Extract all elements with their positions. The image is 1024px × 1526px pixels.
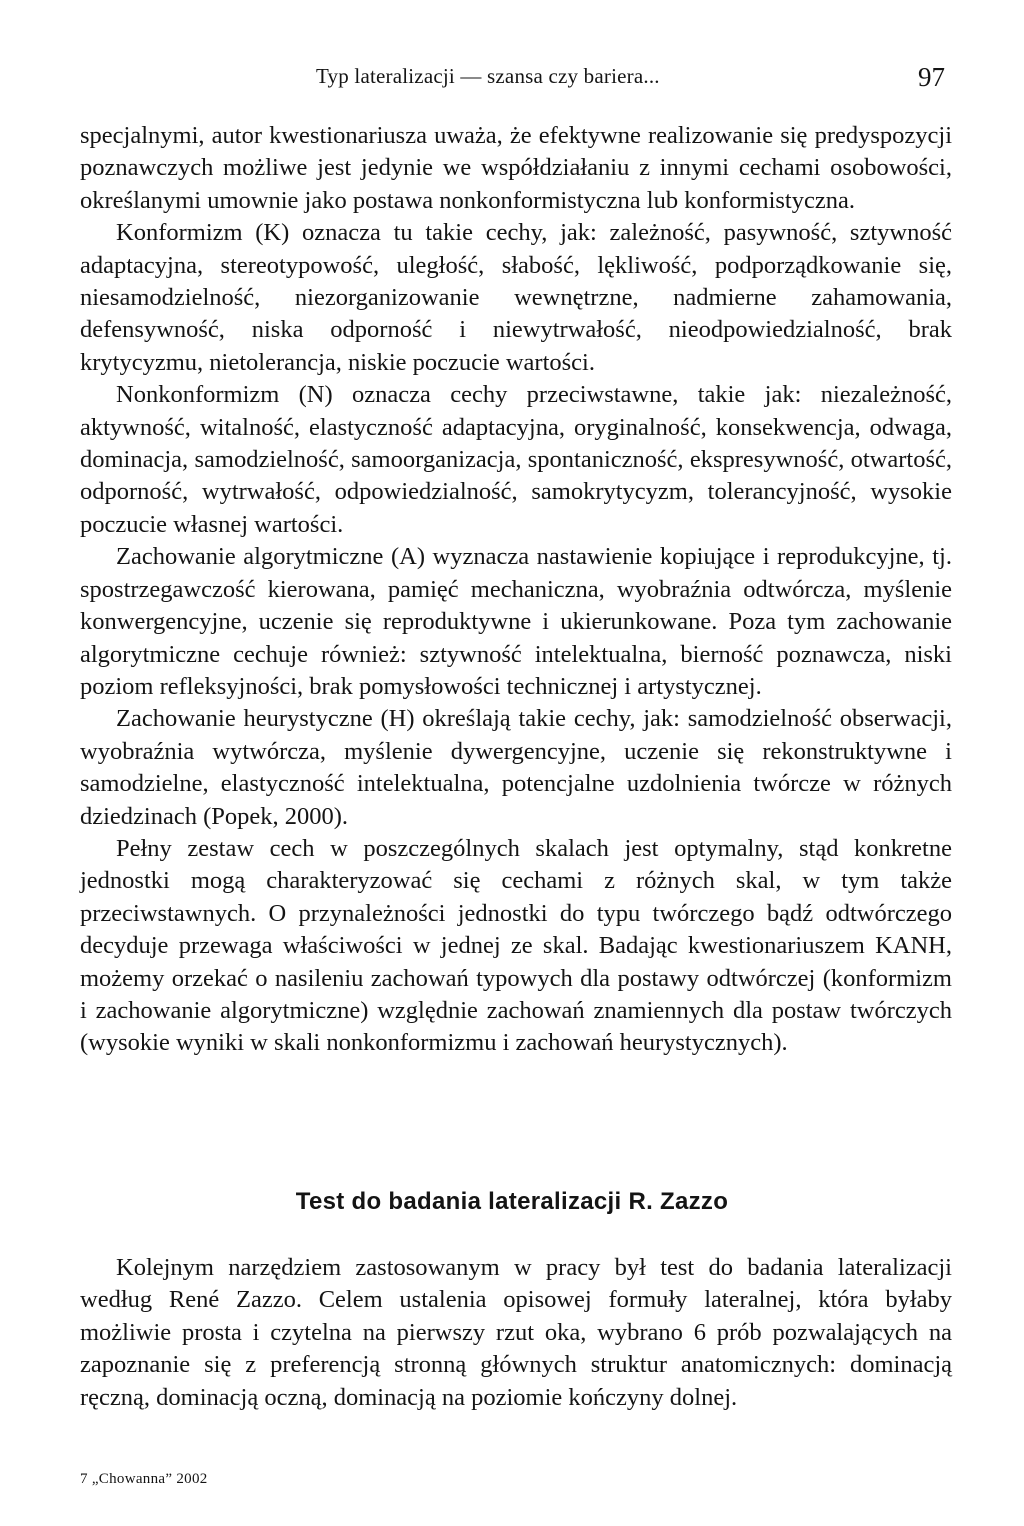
- main-text: [80, 120, 952, 1060]
- page-number: 97: [918, 62, 945, 92]
- paragraph-pelny-zestaw: Pełny zestaw cech w poszczególnych skalach jest optymalny, stąd konkretne jednostki mogą charakteryzować się cechami z różnych skal, w tym także przeciwstawnych. O przynależności jednostki do typu twórczego bądź odtwórczego decyduje przewaga właściwości w jednej ze skal. Badając kwestionariuszem KANH, możemy orzekać o nasileniu zachowań typowych dla postawy odtwórczej (konformizm i zachowanie algorytmiczne) względnie zachowań znamiennych dla postaw twórczych (wysokie wyniki w skali nonkonformizmu i zachowań heurystycznych).: [80, 834, 952, 1057]
- running-head: [0, 62, 1024, 96]
- paragraph-heurystyczne: Zachowanie heurystyczne (H) określają takie cechy, jak: samodzielność obserwacji, wyobraźnia wytwórcza, myślenie dywergencyjne, uczenie się rekonstruktywne i samodzielne, elastyczność intelektualna, potencjalne uzdolnienia twórcze w różnych dziedzinach (Popek, 2000).: [80, 705, 952, 830]
- footer-signature: 7 „Chowanna” 2002: [80, 1471, 208, 1487]
- paragraph-nonkonformizm: Nonkonformizm (N) oznacza cechy przeciwstawne, takie jak: niezależność, aktywność, witalność, elastyczność adaptacyjna, oryginalność, konsekwencja, odwaga, dominacja, samodzielność, samoorganizacja, spontaniczność, ekspresywność, otwartość, odporność, wytrwałość, odpowiedzialność, samokrytycyzm, tolerancyjność, wysokie poczucie własnej wartości.: [80, 381, 952, 538]
- paragraph-algorytmiczne: Zachowanie algorytmiczne (A) wyznacza nastawienie kopiujące i reprodukcyjne, tj. spostrzegawczość kierowana, pamięć mechaniczna, wyobraźnia odtwórcza, myślenie konwergencyjne, uczenie się reproduktywne i ukierunkowane. Poza tym zachowanie algorytmiczne cechuje również: sztywność intelektualna, bierność poznawcza, niski poziom refleksyjności, brak pomysłowości technicznej i artystycznej.: [80, 543, 952, 700]
- paragraph-zazzo: Kolejnym narzędziem zastosowanym w pracy był test do badania lateralizacji według René Zazzo. Celem ustalenia opisowej formuły lateralnej, która byłaby możliwie prosta i czytelna na pierwszy rzut oka, wybrano 6 prób pozwalających na zapoznanie się z preferencją stronną głównych struktur anatomicznych: dominacją ręczną, dominacją oczną, dominacją na poziomie kończyny dolnej.: [80, 1254, 952, 1411]
- running-title: Typ lateralizacji — szansa czy bariera...: [316, 64, 660, 88]
- paragraph-konformizm: Konformizm (K) oznacza tu takie cechy, jak: zależność, pasywność, sztywność adaptacyjna, stereotypowość, uległość, słabość, lękliwość, podporządkowanie się, niesamodzielność, niezorganizowanie wewnętrzne, nadmierne zahamowania, defensywność, niska odporność i niewytrwałość, nieodpowiedzialność, brak krytycyzmu, nietolerancja, niskie poczucie wartości.: [80, 219, 952, 376]
- section-heading: Test do badania lateralizacji R. Zazzo: [295, 1188, 729, 1215]
- section-text: [80, 1252, 952, 1414]
- paragraph-continuation: specjalnymi, autor kwestionariusza uważa, że efektywne realizowanie się predyspozycji poznawczych możliwe jest jedynie we współdziałaniu z innymi cechami osobowości, określanymi umownie jako postawa nonkonformistyczna lub konformistyczna.: [80, 122, 952, 214]
